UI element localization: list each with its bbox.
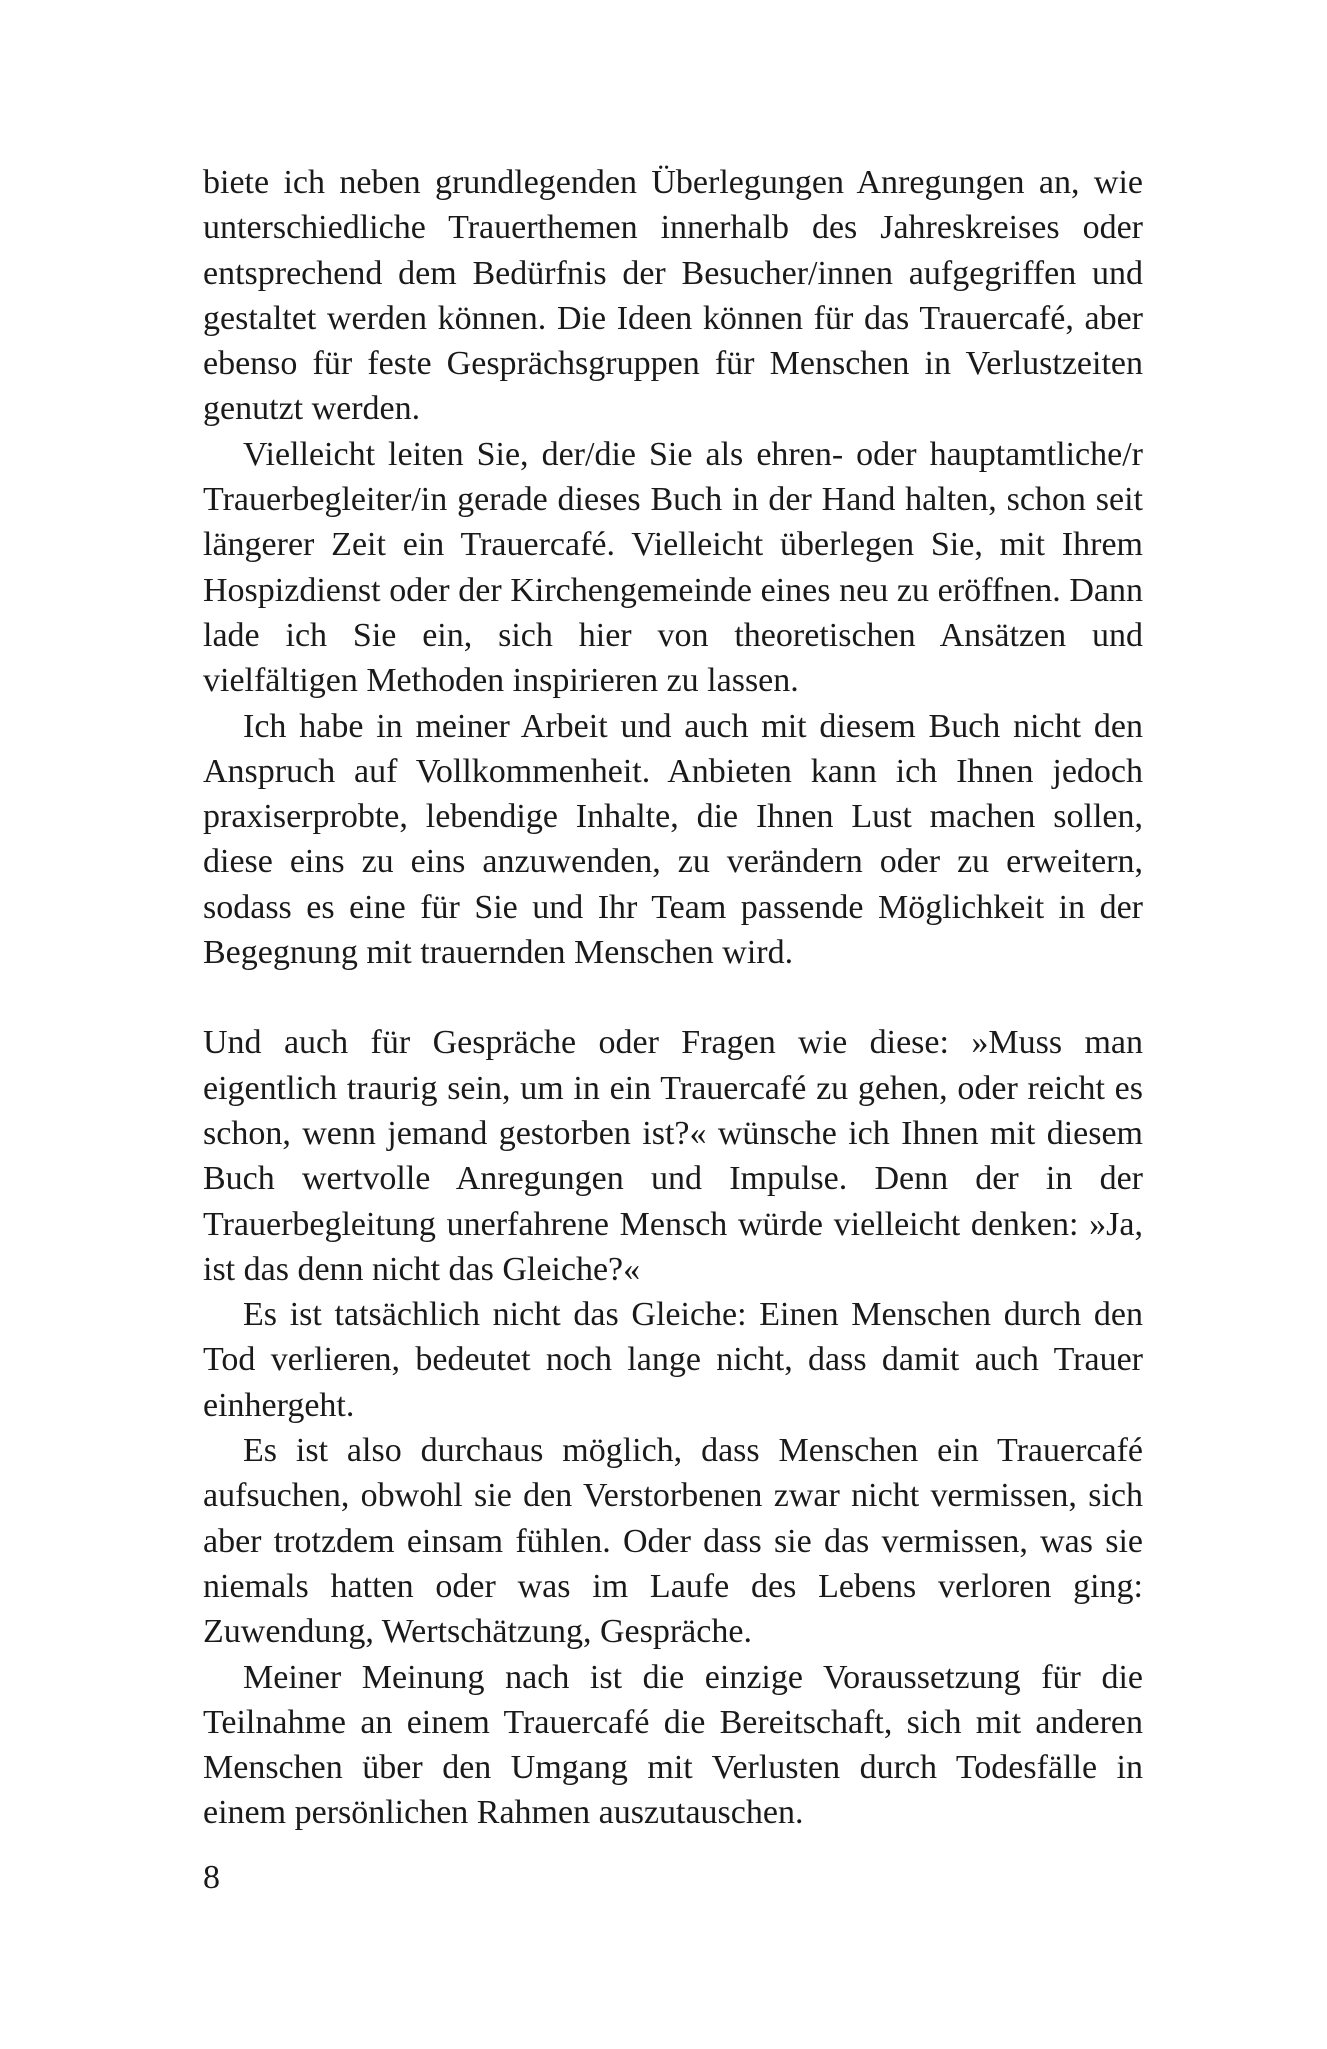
paragraph-5: Es ist tatsächlich nicht das Gleiche: Einen Menschen durch den Tod verlieren, bedeutet noch lange nicht, dass damit auch Trauer einhergeht. xyxy=(203,1296,1143,1424)
paragraph-1: biete ich neben grundlegenden Überlegungen Anregungen an, wie unterschiedliche Trauerthemen innerhalb des Jahreskreises oder entsprechend dem Bedürfnis der Besucher/innen aufgegriffen und gestaltet werden können. Die Ideen können für das Trauercafé, aber ebenso für feste Gesprächsgruppen für Menschen in Verlustzeiten genutzt werden. xyxy=(203,164,1143,428)
paragraph-7: Meiner Meinung nach ist die einzige Voraussetzung für die Teilnahme an einem Trauercafé die Bereitschaft, sich mit anderen Menschen über den Umgang mit Verlusten durch Todesfälle in einem persönlichen Rahmen auszutauschen. xyxy=(203,1658,1143,1832)
paragraph-3: Ich habe in meiner Arbeit und auch mit diesem Buch nicht den Anspruch auf Vollkommenheit. Anbieten kann ich Ihnen jedoch praxiserprobte, lebendige Inhalte, die Ihnen Lust machen sollen, diese eins zu eins anzuwenden, zu verändern oder zu erweitern, sodass es eine für Sie und Ihr Team passende Möglichkeit in der Begegnung mit trauernden Menschen wird. xyxy=(203,707,1143,972)
paragraph-2: Vielleicht leiten Sie, der/die Sie als ehren- oder hauptamtliche/r Trauerbegleiter/in gerade dieses Buch in der Hand halten, schon seit längerer Zeit ein Trauercafé. Vielleicht überlegen Sie, mit Ihrem Hospizdienst oder der Kirchengemeinde eines neu zu eröffnen. Dann lade ich Sie ein, sich hier von theoretischen Ansätzen und vielfältigen Methoden inspirieren zu lassen. xyxy=(203,435,1143,700)
page-number: 8 xyxy=(203,1859,220,1896)
body-text xyxy=(203,160,1143,1836)
paragraph-4: Und auch für Gespräche oder Fragen wie diese: »Muss man eigentlich traurig sein, um in ein Trauercafé zu gehen, oder reicht es schon, wenn jemand gestorben ist?« wünsche ich Ihnen mit diesem Buch wertvolle Anregungen und Impulse. Denn der in der Trauerbegleitung unerfahrene Mensch würde vielleicht denken: »Ja, ist das denn nicht das Gleiche?« xyxy=(203,1024,1143,1288)
paragraph-6: Es ist also durchaus möglich, dass Menschen ein Trauercafé aufsuchen, obwohl sie den Verstorbenen zwar nicht vermissen, sich aber trotzdem einsam fühlen. Oder dass sie das vermissen, was sie niemals hatten oder was im Laufe des Lebens verloren ging: Zuwendung, Wertschätzung, Gespräche. xyxy=(203,1432,1143,1651)
